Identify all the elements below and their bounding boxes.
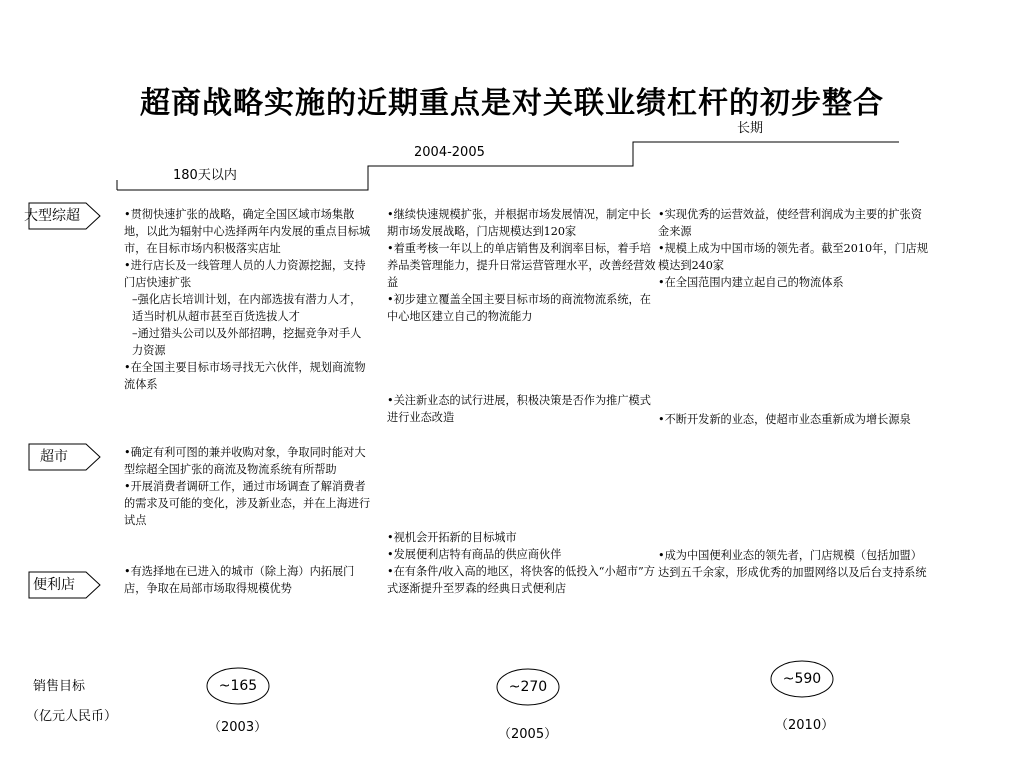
super-180days-text: •确定有利可图的兼并收购对象，争取同时能对大型综超全国扩张的商流及物流系统有所帮助 •开展消费者调研工作，通过市场调查了解消费者的需求及可能的变化，涉及新业态，并在上海进行试点	[124, 446, 371, 527]
hyper-2004-text: •继续快速规模扩张，并根据市场发展情况，制定中长期市场发展战略，门店规模达到120家 •着重考核一年以上的单店销售及利润率目标，着手培养品类管理能力，提升日常运营管理水平，改善经营效益 •初步建立覆盖全国主要目标市场的商流物流系统，在中心地区建立自己的物流能力	[387, 208, 656, 323]
conv-longterm-text: •成为中国便利业态的领先者，门店规模（包括加盟）达到五千余家，形成优秀的加盟网络以及后台支持系统	[658, 549, 927, 579]
phase-180-days: 180天以内	[173, 168, 237, 183]
sales-target-unit: （亿元人民币）	[26, 709, 118, 724]
tag-hypermarket-label: 大型综超	[24, 208, 80, 224]
target-2003	[206, 667, 270, 705]
conv-180days-text: •有选择地在已进入的城市（除上海）内拓展门店，争取在局部市场取得规模优势	[124, 565, 355, 595]
target-2005	[496, 668, 560, 706]
target-2005-year: （2005）	[498, 727, 558, 742]
super-2004-text: •关注新业态的试行进展，积极决策是否作为推广模式进行业态改造	[387, 394, 651, 424]
sales-target-label: 销售目标	[33, 679, 86, 694]
phase-long-term: 长期	[737, 121, 764, 136]
tag-supermarket-label: 超市	[40, 449, 68, 465]
target-2010-value: ~590	[782, 671, 822, 687]
super-longterm-text: •不断开发新的业态，使超市业态重新成为增长源泉	[658, 413, 911, 426]
target-2005-value: ~270	[508, 679, 548, 695]
hyper-longterm-text: •实现优秀的运营效益，使经营利润成为主要的扩张资金来源 •规模上成为中国市场的领先者。截至2010年，门店规模达到240家 •在全国范围内建立起自己的物流体系	[658, 208, 929, 289]
slide-title: 超商战略实施的近期重点是对关联业绩杠杆的初步整合	[140, 86, 884, 121]
tag-convenience-label: 便利店	[33, 577, 75, 593]
hyper-180days-text: •贯彻快速扩张的战略，确定全国区域市场集散地，以此为辐射中心选择两年内发展的重点目标城市，在目标市场内积极落实店址 •进行店长及一线管理人员的人力资源挖掘，支持门店快速扩张 –强化店长培训计划，在内部选拔有潜力人才，适当时机从超市甚至百货选拔人才 –通过猎头公司以及外部招聘，挖掘竞争对手人力资源 •在全国主要目标市场寻找无六伙伴，规划商流物流体系	[124, 208, 371, 391]
target-2003-year: （2003）	[208, 720, 268, 735]
target-2003-value: ~165	[218, 678, 258, 694]
tag-convenience	[28, 571, 102, 599]
tag-hypermarket	[24, 202, 102, 230]
conv-2004-text: •视机会开拓新的目标城市 •发展便利店特有商品的供应商伙伴 •在有条件/收入高的地区，将快客的低投入“小超市”方式逐渐提升至罗森的经典日式便利店	[387, 531, 655, 595]
phase-2004-2005: 2004-2005	[414, 145, 485, 160]
tag-supermarket	[28, 443, 102, 471]
target-2010-year: （2010）	[775, 718, 835, 733]
target-2010	[770, 660, 834, 698]
